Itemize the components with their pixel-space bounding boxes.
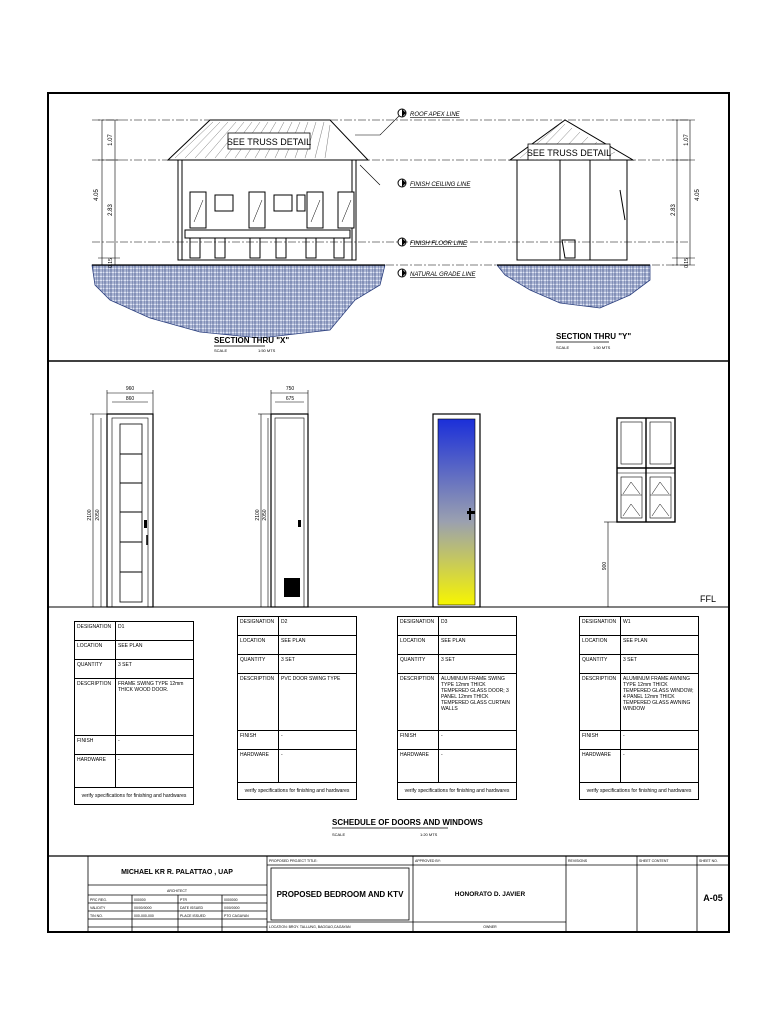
svg-text:PTR: PTR (180, 898, 187, 902)
svg-text:0000000: 0000000 (224, 898, 238, 902)
location-label: LOCATION (398, 636, 439, 654)
d1-height-inner: 2050 (95, 509, 101, 521)
level-label-grade: NATURAL GRADE LINE (410, 272, 476, 278)
owner-role: OWNER (483, 925, 497, 929)
hardware-label: HARDWARE (580, 750, 621, 782)
description-value: PVC DOOR SWING TYPE (281, 676, 341, 682)
hardware-value: - (118, 757, 120, 763)
sheet-no-label: SHEET NO. (699, 859, 718, 863)
schedule-scale-value: 1:20 MTS (420, 832, 438, 837)
door-d2-elevation (271, 414, 308, 607)
designation-label: DESIGNATION (580, 617, 621, 635)
location-label: LOCATION (238, 636, 279, 654)
hardware-value: - (623, 752, 625, 758)
section-y-drawing (497, 120, 650, 308)
ffl-label: FFL (700, 594, 717, 604)
svg-text:PTO CAGAYAN: PTO CAGAYAN (224, 914, 249, 918)
hardware-label: HARDWARE (75, 755, 116, 787)
sheet-content-label: SHEET CONTENT (639, 859, 669, 863)
schedule-table-d1 (74, 621, 194, 805)
project-title: PROPOSED BEDROOM AND KTV (276, 890, 404, 899)
architect-info-cells (90, 898, 249, 918)
level-label-ceiling: FINISH CEILING LINE (410, 182, 471, 188)
quantity-value: 3 SET (118, 662, 132, 668)
location-value: SEE PLAN (441, 638, 466, 644)
schedule-note: verify specifications for finishing and hardwares (404, 788, 510, 794)
location-value: SEE PLAN (281, 638, 306, 644)
d2-width-inner: 675 (285, 396, 295, 402)
hardware-value: - (281, 752, 283, 758)
description-value: FRAME SWING TYPE 12mm THICK WOOD DOOR. (118, 681, 184, 693)
section-x-scale-label: SCALE (214, 348, 228, 353)
designation-value: D2 (281, 619, 288, 625)
title-block-lines (88, 856, 729, 932)
d2-height-outer: 2100 (255, 509, 261, 521)
designation-label: DESIGNATION (238, 617, 279, 635)
architect-role: ARCHITECT (166, 889, 188, 893)
description-label: DESCRIPTION (75, 679, 116, 735)
earth-fill-right (497, 265, 650, 308)
location-label: LOCATION (580, 636, 621, 654)
svg-text:TIN NO.: TIN NO. (90, 914, 103, 918)
description-value: ALUMINUM FRAME AWNING TYPE 12mm THICK TEMPERED GLASS WINDOW; 4 PANEL 12mm THICK TEMPERED GLASS AWNING WINDOW (623, 676, 694, 712)
schedule-table-d3 (397, 616, 517, 800)
svg-text:DATE ISSUED: DATE ISSUED (180, 906, 204, 910)
dim-right-bot: 0.15 (684, 258, 690, 268)
hardware-label: HARDWARE (238, 750, 279, 782)
schedule-note: verify specifications for finishing and hardwares (244, 788, 350, 794)
finish-value: - (441, 733, 443, 739)
section-x-scale-value: 1:50 MTS (258, 348, 276, 353)
section-x-drawing (92, 120, 385, 338)
quantity-label: QUANTITY (75, 660, 116, 678)
hardware-label: HARDWARE (398, 750, 439, 782)
quantity-label: QUANTITY (398, 655, 439, 673)
location-value: SEE PLAN (118, 643, 143, 649)
d1-width-outer: 960 (125, 386, 135, 392)
designation-value: D3 (441, 619, 448, 625)
finish-value: - (623, 733, 625, 739)
svg-text:PRC REG.: PRC REG. (90, 898, 107, 902)
section-x-title: SECTION THRU "X" (214, 336, 290, 345)
window-w1-elevation (617, 418, 675, 522)
schedule-title: SCHEDULE OF DOORS AND WINDOWS (332, 818, 483, 827)
svg-text:VALIDITY: VALIDITY (90, 906, 106, 910)
schedule-note: verify specifications for finishing and hardwares (586, 788, 692, 794)
schedule-note: verify specifications for finishing and hardwares (81, 793, 187, 799)
sill-height: 900 (602, 561, 608, 571)
section-y-scale-label: SCALE (556, 345, 570, 350)
finish-label: FINISH (238, 731, 279, 749)
finish-label: FINISH (398, 731, 439, 749)
designation-label: DESIGNATION (398, 617, 439, 635)
quantity-label: QUANTITY (580, 655, 621, 673)
quantity-value: 3 SET (623, 657, 637, 663)
section-y-scale-value: 1:50 MTS (593, 345, 611, 350)
finish-value: - (281, 733, 283, 739)
quantity-value: 3 SET (441, 657, 455, 663)
truss-label-left: SEE TRUSS DETAIL (226, 137, 312, 147)
d2-width-outer: 750 (285, 386, 295, 392)
svg-text:00/00/0000: 00/00/0000 (134, 906, 152, 910)
d2-height-inner: 2050 (262, 509, 268, 521)
quantity-label: QUANTITY (238, 655, 279, 673)
finish-label: FINISH (75, 736, 116, 754)
schedule-scale-label: SCALE (332, 832, 346, 837)
finish-value: - (118, 738, 120, 744)
location-label: LOCATION (75, 641, 116, 659)
door-d1-elevation (107, 414, 153, 607)
revisions-label: REVISIONS (568, 859, 588, 863)
door-d3-elevation (433, 414, 480, 607)
owner-name: HONORATO D. JAVIER (454, 891, 526, 898)
designation-label: DESIGNATION (75, 622, 116, 640)
truss-label-right: SEE TRUSS DETAIL (526, 148, 612, 158)
svg-text:000000: 000000 (134, 898, 146, 902)
architect-name: MICHAEL KR R. PALATTAO , UAP (121, 869, 233, 876)
description-label: DESCRIPTION (580, 674, 621, 730)
dim-left-mid: 2.83 (108, 204, 114, 216)
description-value: ALUMINUM FRAME SWING TYPE 12mm THICK TEMPERED GLASS DOOR; 3 PANEL 12mm THICK TEMPERED GLASS CURTAIN WALLS (441, 676, 510, 712)
dim-left-top: 1.07 (108, 134, 114, 146)
schedule-table-w1 (579, 616, 699, 800)
finish-label: FINISH (580, 731, 621, 749)
dim-left-bot: 0.15 (108, 258, 114, 268)
sheet-no: A-05 (703, 893, 723, 903)
level-label-roof: ROOF APEX LINE (410, 112, 460, 118)
earth-fill-left (92, 265, 385, 338)
quantity-value: 3 SET (281, 657, 295, 663)
dim-right-top: 1.07 (684, 134, 690, 146)
designation-value: D1 (118, 624, 125, 630)
location-label: LOCATION: BRGY. TALLUNG, BAGGAO,CAGAYAN (269, 925, 351, 929)
svg-text:000-000-000: 000-000-000 (134, 914, 154, 918)
description-label: DESCRIPTION (238, 674, 279, 730)
description-label: DESCRIPTION (398, 674, 439, 730)
schedule-table-d2 (237, 616, 357, 800)
section-y-title: SECTION THRU "Y" (556, 332, 632, 341)
project-label: PROPOSED PROJECT TITLE: (269, 859, 318, 863)
level-label-floor: FINISH FLOOR LINE (410, 241, 468, 247)
d1-width-inner: 860 (125, 396, 135, 402)
dim-left-total: 4.05 (94, 189, 100, 201)
svg-text:0/00/0000: 0/00/0000 (224, 906, 240, 910)
d1-height-outer: 2100 (87, 509, 93, 521)
location-value: SEE PLAN (623, 638, 648, 644)
designation-value: W1 (623, 619, 631, 625)
hardware-value: - (441, 752, 443, 758)
dim-right-total: 4.05 (695, 189, 701, 201)
level-callouts (355, 109, 476, 278)
approved-label: APPROVED BY: (415, 859, 441, 863)
dim-right-mid: 2.83 (671, 204, 677, 216)
svg-text:PLACE ISSUED: PLACE ISSUED (180, 914, 206, 918)
